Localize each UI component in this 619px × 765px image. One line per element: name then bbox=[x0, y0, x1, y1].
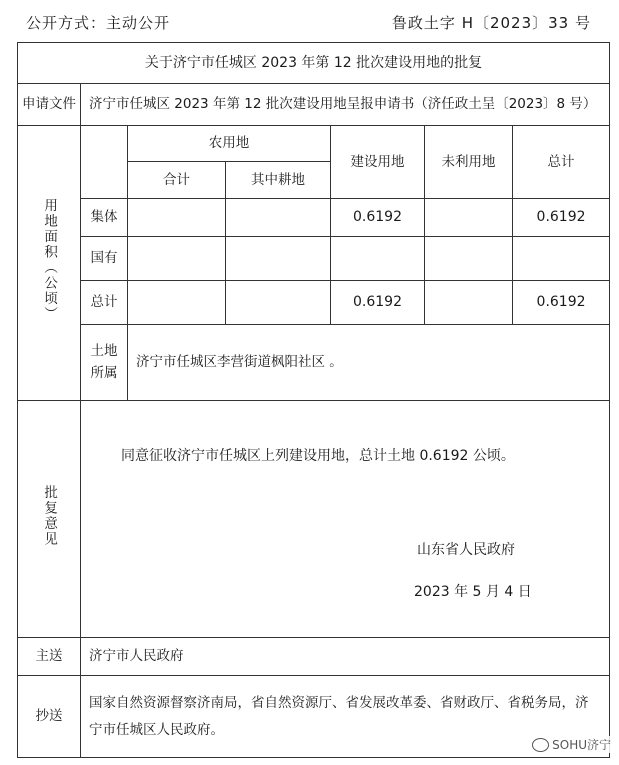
opinion-text: 同意征收济宁市任城区上列建设用地，总计土地 0.6192 公顷。 bbox=[121, 448, 515, 464]
copy-to-value: 国家自然资源督察济南局，省自然资源厅、省发展改革委、省财政厅、省税务局，济宁市任城区人民政府。 bbox=[81, 676, 610, 758]
document-number: 鲁政土字 H〔2023〕33 号 bbox=[391, 14, 591, 32]
opinion-label bbox=[18, 401, 81, 638]
application-label: 申请文件 bbox=[18, 84, 81, 126]
row-header-blank bbox=[81, 126, 128, 199]
approval-table bbox=[17, 42, 610, 758]
cell-total bbox=[513, 237, 610, 281]
opinion-body bbox=[81, 401, 610, 638]
document-title: 关于济宁市任城区 2023 年第 12 批次建设用地的批复 bbox=[18, 43, 610, 84]
cell-agri-total bbox=[128, 237, 226, 281]
cell-farmland bbox=[226, 237, 331, 281]
cell-farmland bbox=[226, 199, 331, 237]
issue-date: 2023 年 5 月 4 日 bbox=[414, 584, 532, 600]
ownership-value: 济宁市任城区李营街道枫阳社区 。 bbox=[128, 325, 610, 401]
copy-to-label: 抄送 bbox=[18, 676, 81, 758]
cell-total: 0.6192 bbox=[513, 281, 610, 325]
row-label-collective: 集体 bbox=[81, 199, 128, 237]
cell-total: 0.6192 bbox=[513, 199, 610, 237]
table-row bbox=[18, 237, 610, 281]
watermark-text: SOHU济宁 bbox=[552, 738, 611, 752]
opinion-label-text: 批复意见 bbox=[41, 485, 58, 548]
wechat-icon bbox=[532, 738, 549, 752]
cell-construction: 0.6192 bbox=[331, 281, 425, 325]
cell-unused bbox=[425, 237, 513, 281]
cell-construction: 0.6192 bbox=[331, 199, 425, 237]
disclosure-method: 公开方式：主动公开 bbox=[26, 14, 171, 32]
ownership-label bbox=[81, 325, 128, 401]
col-header-total: 总计 bbox=[513, 126, 610, 199]
send-to-label: 主送 bbox=[18, 638, 81, 676]
col-header-agri: 农用地 bbox=[128, 126, 331, 162]
cell-unused bbox=[425, 199, 513, 237]
application-value: 济宁市任城区 2023 年第 12 批次建设用地呈报申请书（济任政土呈〔2023〕8 号） bbox=[81, 84, 610, 126]
cell-unused bbox=[425, 281, 513, 325]
watermark bbox=[532, 736, 611, 753]
col-header-agri-total: 合计 bbox=[128, 162, 226, 199]
cell-agri-total bbox=[128, 281, 226, 325]
land-area-label-text: 用地面积（公顷） bbox=[41, 198, 58, 323]
col-header-construction: 建设用地 bbox=[331, 126, 425, 199]
table-row bbox=[18, 199, 610, 237]
land-area-label bbox=[18, 126, 81, 401]
cell-farmland bbox=[226, 281, 331, 325]
row-label-state: 国有 bbox=[81, 237, 128, 281]
col-header-farmland: 其中耕地 bbox=[226, 162, 331, 199]
cell-agri-total bbox=[128, 199, 226, 237]
col-header-unused: 未利用地 bbox=[425, 126, 513, 199]
cell-construction bbox=[331, 237, 425, 281]
table-row bbox=[18, 281, 610, 325]
row-label-sum: 总计 bbox=[81, 281, 128, 325]
issuing-authority: 山东省人民政府 bbox=[417, 542, 515, 558]
send-to-value: 济宁市人民政府 bbox=[81, 638, 610, 676]
ownership-label-text: 土地所属 bbox=[90, 342, 118, 381]
